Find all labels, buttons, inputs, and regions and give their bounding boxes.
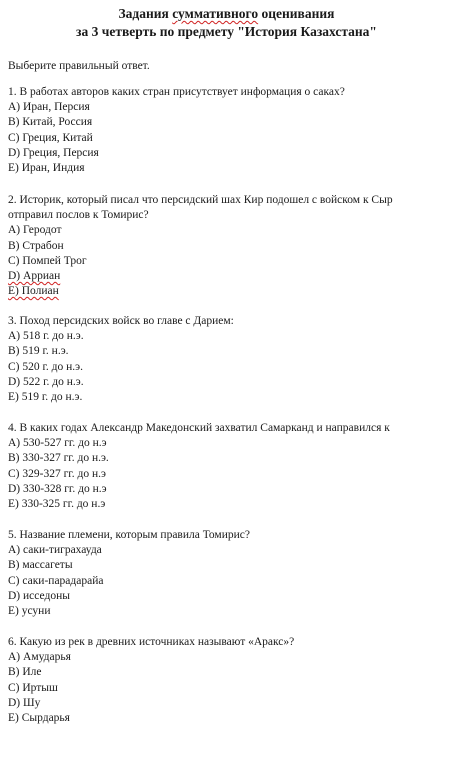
answer-option: E) 519 г. до н.э. — [8, 391, 83, 404]
question-text: 5. Название племени, которым правила Томирис? — [8, 529, 250, 541]
question-2 — [8, 193, 453, 299]
answer-option: E) Иран, Индия — [8, 162, 85, 175]
answer-option: C) Греция, Китай — [8, 131, 93, 144]
answer-option: D) 330-328 гг. до н.э — [8, 482, 107, 495]
answer-option: C) 520 г. до н.э. — [8, 360, 83, 373]
answer-option: B) Иле — [8, 666, 42, 679]
answer-option: E) Сырдарья — [8, 712, 70, 725]
question-text: 1. В работах авторов каких стран присутствует информация о саках? — [8, 86, 345, 98]
answer-option: D) Арриан — [8, 270, 61, 283]
spellcheck-word: суммативного — [172, 6, 259, 21]
question-4 — [8, 421, 453, 512]
answer-option: D) Греция, Персия — [8, 146, 99, 159]
answer-option: A) саки-тиграхауда — [8, 544, 102, 557]
answer-option: B) Китай, Россия — [8, 116, 93, 129]
page-title — [0, 5, 453, 41]
question-text: 2. Историк, который писал что персидский шах Кир подошел с войском к Сыр — [8, 194, 393, 206]
question-text: 4. В каких годах Александр Македонский захватил Самарканд и направился к — [8, 422, 390, 434]
answer-option: C) саки-парадарайа — [8, 574, 104, 587]
answer-option: A) 530-527 гг. до н.э — [8, 437, 107, 450]
question-3 — [8, 314, 453, 405]
answer-option: A) Амударья — [8, 651, 71, 664]
answer-option: A) 518 г. до н.э. — [8, 330, 84, 343]
answer-option: B) Страбон — [8, 239, 64, 252]
question-text: 3. Поход персидских войск во главе с Дарием: — [8, 315, 234, 327]
title-line-2: за 3 четверть по предмету "История Казахстана" — [76, 24, 377, 39]
question-text-continued: отправил послов к Томирис? — [8, 209, 149, 222]
answer-option: B) 330-327 гг. до н.э. — [8, 452, 109, 465]
question-6 — [8, 635, 453, 726]
answer-option: D) 522 г. до н.э. — [8, 375, 84, 388]
question-text: 6. Какую из рек в древних источниках называют «Аракс»? — [8, 636, 295, 648]
answer-option: B) 519 г. н.э. — [8, 345, 69, 358]
answer-option: B) массагеты — [8, 559, 73, 572]
title-line-1: Задания суммативного оценивания — [118, 6, 335, 21]
answer-option: E) усуни — [8, 605, 51, 618]
answer-option: E) 330-325 гг. до н.э — [8, 498, 106, 511]
question-1 — [8, 85, 453, 176]
answer-option: C) Иртыш — [8, 681, 58, 694]
answer-option: A) Геродот — [8, 224, 62, 237]
answer-option: C) Помпей Трог — [8, 254, 87, 267]
instruction-text: Выберите правильный ответ. — [8, 60, 150, 72]
answer-option: E) Полиан — [8, 285, 59, 298]
answer-option: D) исседоны — [8, 589, 70, 602]
question-5 — [8, 528, 453, 619]
answer-option: A) Иран, Персия — [8, 101, 90, 114]
answer-option: D) Шу — [8, 696, 41, 709]
answer-option: C) 329-327 гг. до н.э — [8, 467, 106, 480]
